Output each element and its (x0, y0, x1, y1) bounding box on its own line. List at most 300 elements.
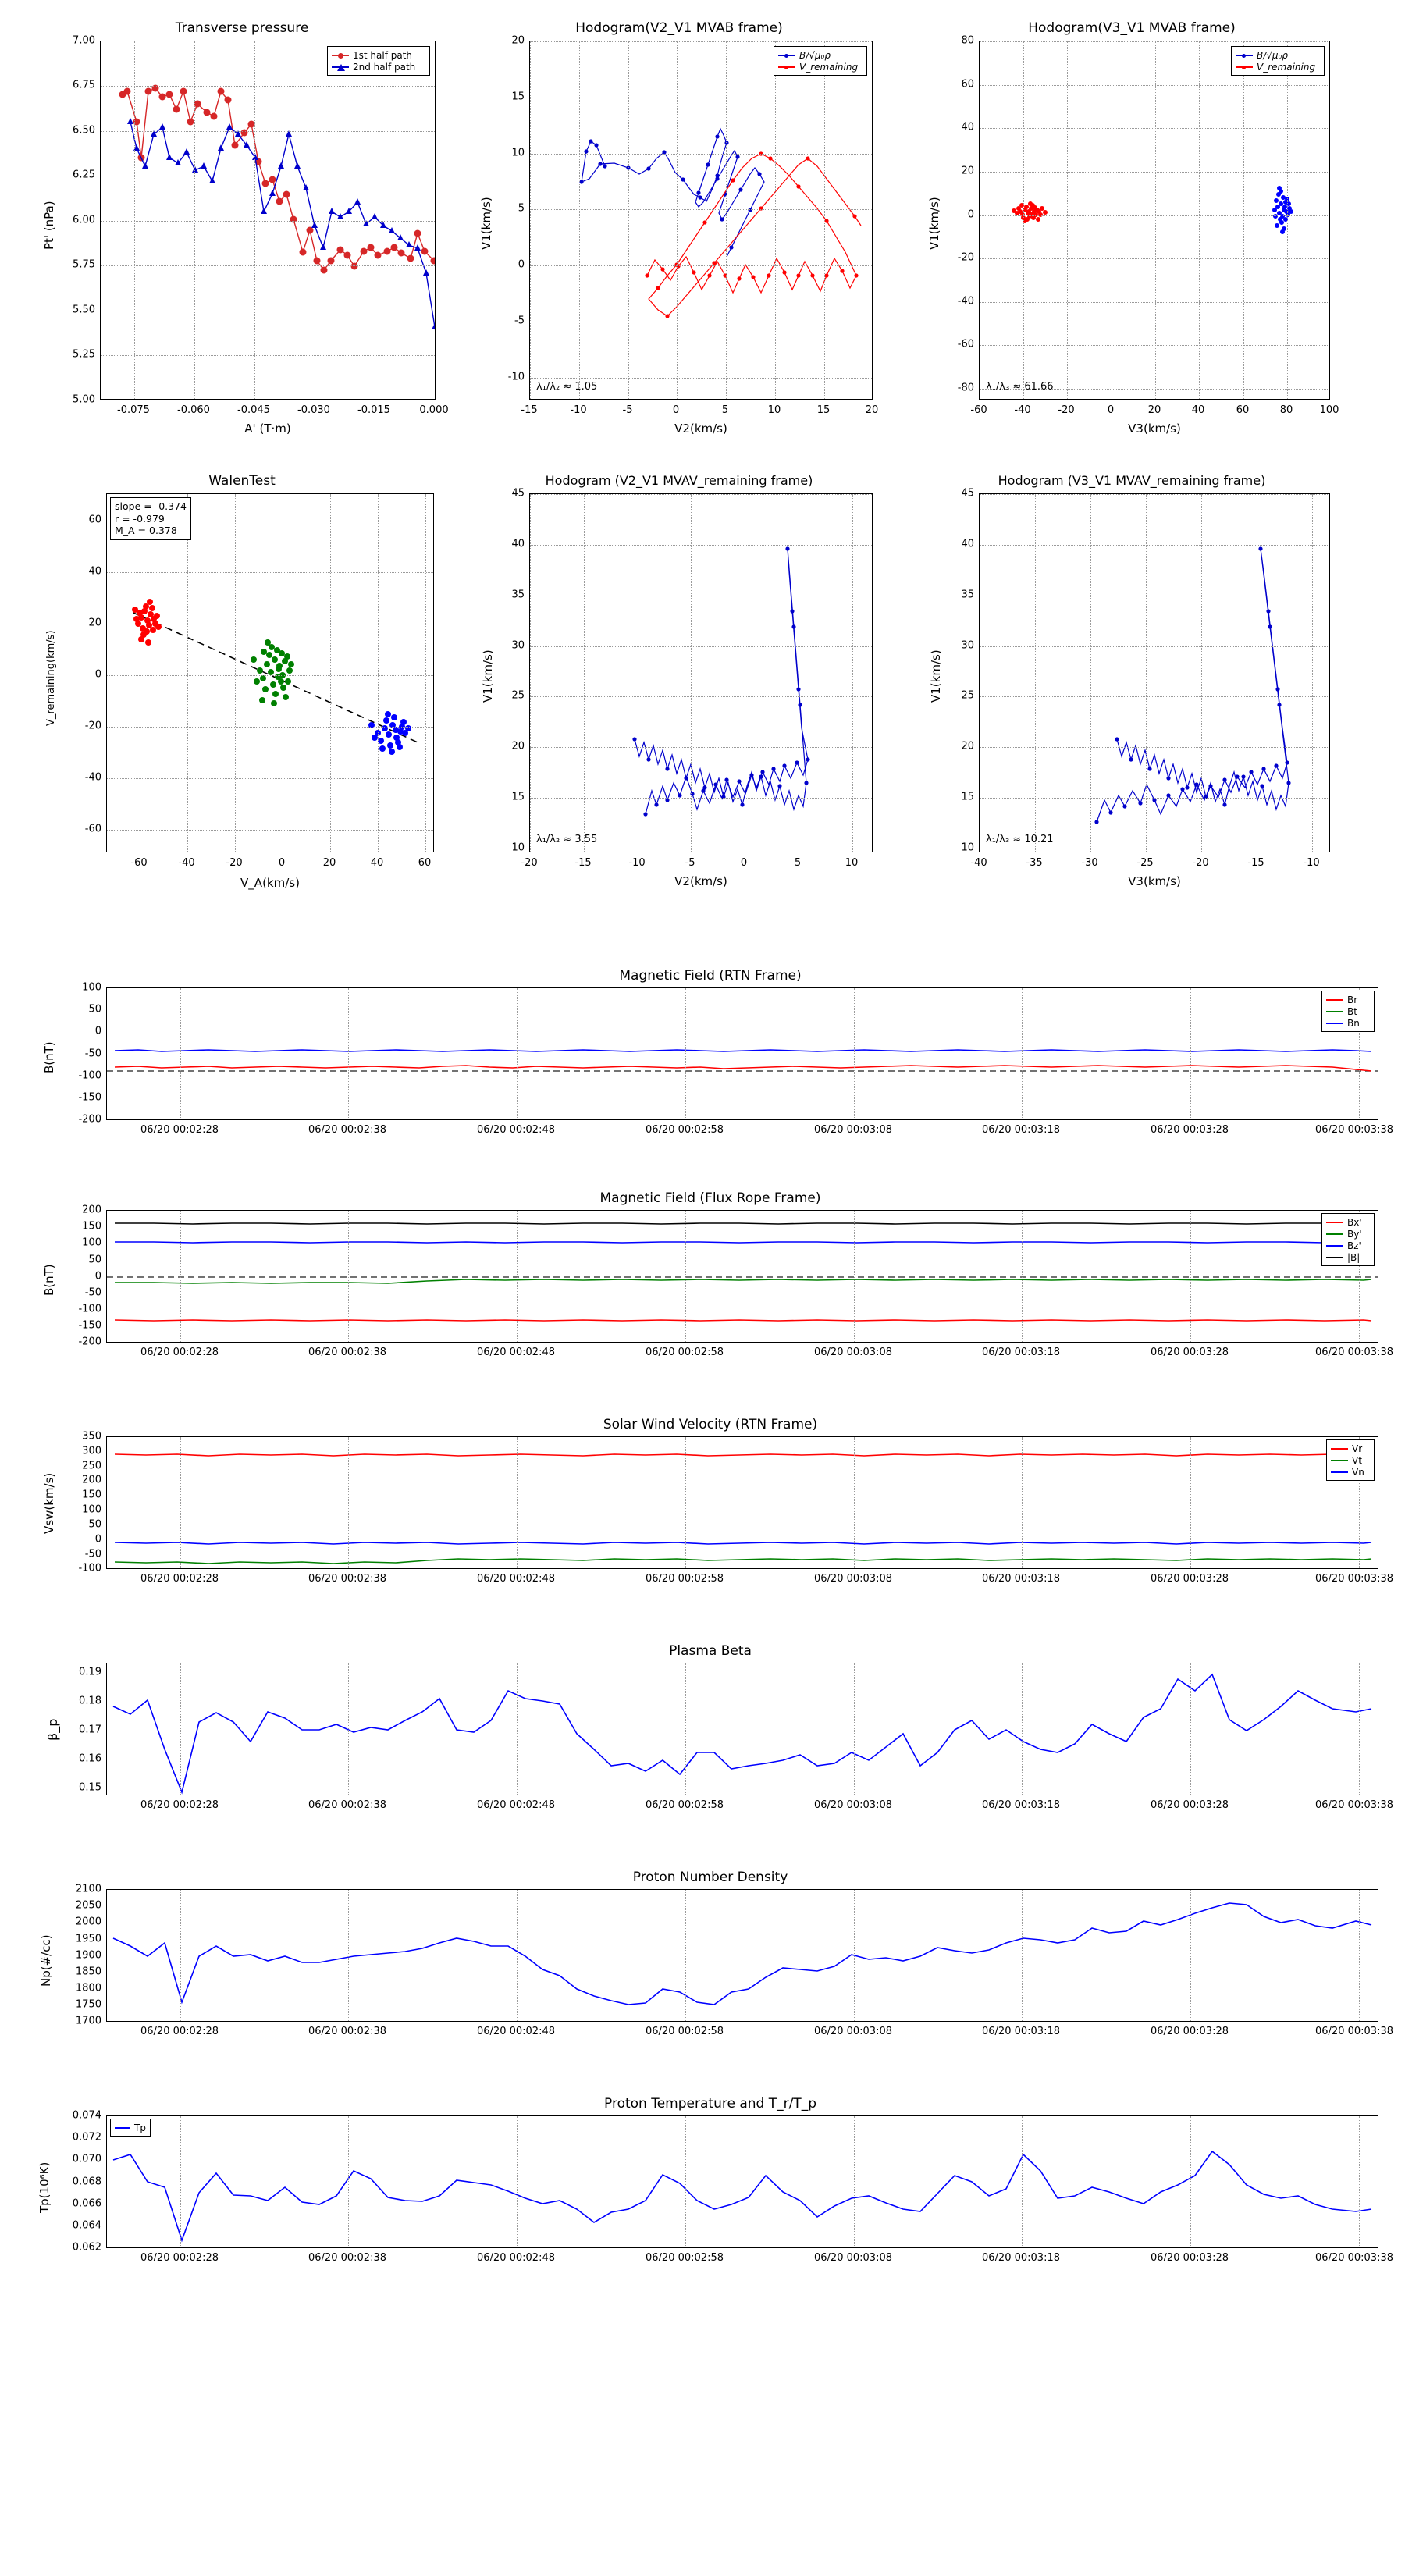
y-tick: 10 (961, 841, 974, 854)
x-tick: 06/20 00:02:58 (646, 1799, 724, 1811)
x-tick: 40 (370, 857, 384, 869)
walen-slope: slope = -0.374 (115, 500, 187, 512)
legend-label: Bx' (1347, 1216, 1362, 1228)
y-tick: 2050 (75, 1899, 101, 1912)
y-axis-label: Np(#/cc) (39, 1934, 53, 1987)
y-tick: 100 (82, 981, 101, 994)
y-tick: 0.19 (79, 1666, 101, 1678)
x-tick: -10 (1303, 857, 1320, 869)
y-tick: -10 (507, 371, 525, 383)
legend-swatch-bmag (1326, 1257, 1343, 1258)
legend-hodogram-v3v1-mvab (1231, 46, 1325, 76)
x-tick: -10 (570, 404, 587, 416)
x-tick: -40 (1014, 404, 1031, 416)
x-tick: 06/20 00:02:58 (646, 1124, 724, 1136)
y-tick: 0 (94, 1533, 101, 1546)
y-tick: -5 (514, 315, 525, 327)
y-tick: 5 (518, 202, 525, 215)
panel-transverse-pressure (31, 16, 453, 436)
plot-area (106, 1210, 1378, 1343)
x-tick: 06/20 00:02:58 (646, 1573, 724, 1585)
plot-area (106, 1663, 1378, 1795)
legend-label: Bn (1347, 1017, 1360, 1029)
x-tick: 06/20 00:03:38 (1315, 1347, 1393, 1358)
panel-title: Proton Temperature and T_r/T_p (604, 2096, 816, 2112)
legend-item (1326, 1216, 1370, 1228)
y-tick: -200 (78, 1336, 101, 1348)
y-tick: 0 (94, 668, 101, 681)
legend-swatch-b (778, 55, 795, 56)
legend-b-fluxrope (1321, 1213, 1375, 1266)
x-tick: 10 (767, 404, 781, 416)
y-tick: 15 (511, 791, 525, 803)
x-tick: 06/20 00:02:28 (140, 2026, 219, 2037)
panel-solar-wind-velocity (31, 1417, 1393, 1612)
x-tick: 06/20 00:02:38 (308, 1124, 386, 1136)
y-axis-label: Vsw(km/s) (42, 1472, 56, 1534)
plot-area (529, 41, 873, 400)
legend-item (1236, 61, 1320, 73)
panel-title: Transverse pressure (175, 20, 309, 36)
y-axis-label: Pt' (nPa) (42, 201, 56, 250)
y-tick: 40 (511, 538, 525, 550)
x-tick: -10 (628, 857, 646, 869)
y-tick: -100 (78, 1069, 101, 1082)
x-tick: 06/20 00:02:48 (477, 1573, 555, 1585)
y-tick: 150 (82, 1220, 101, 1233)
x-tick: 06/20 00:02:38 (308, 2252, 386, 2264)
y-tick: 10 (511, 147, 525, 159)
x-tick: 60 (418, 857, 432, 869)
y-tick: 0 (518, 258, 525, 271)
x-tick: 06/20 00:03:28 (1151, 1347, 1229, 1358)
legend-swatch-vn (1331, 1471, 1348, 1473)
legend-label: Br (1347, 994, 1358, 1005)
legend-swatch-vremaining (1236, 66, 1253, 68)
legend-swatch-bx (1326, 1222, 1343, 1223)
y-tick: -40 (957, 295, 974, 308)
x-tick: -0.015 (357, 404, 390, 416)
x-tick: 06/20 00:03:18 (982, 2026, 1060, 2037)
y-tick: 35 (961, 589, 974, 601)
y-tick: 150 (82, 1489, 101, 1501)
y-tick: 35 (511, 589, 525, 601)
legend-swatch-by (1326, 1233, 1343, 1235)
x-tick: 06/20 00:03:38 (1315, 1799, 1393, 1811)
y-tick: 60 (961, 78, 974, 91)
x-tick: -20 (521, 857, 538, 869)
x-tick: -30 (1081, 857, 1098, 869)
legend-item (1326, 1228, 1370, 1240)
y-tick: -20 (84, 720, 101, 732)
panel-title: Hodogram(V3_V1 MVAB frame) (1028, 20, 1236, 36)
x-tick: -20 (1192, 857, 1209, 869)
x-tick: 20 (322, 857, 336, 869)
legend-swatch-bn (1326, 1023, 1343, 1024)
y-tick: 0.070 (72, 2153, 101, 2165)
legend-label: 1st half path (353, 49, 413, 61)
legend-swatch-tp (115, 2127, 130, 2129)
x-tick: 10 (845, 857, 859, 869)
legend-swatch-1st-half (332, 55, 349, 56)
legend-item (778, 61, 863, 73)
plot-area (106, 493, 434, 852)
legend-vsw (1326, 1439, 1375, 1481)
x-tick: -15 (1247, 857, 1264, 869)
x-tick: 06/20 00:02:28 (140, 2252, 219, 2264)
series-np (107, 1890, 1378, 2022)
x-tick: 06/20 00:02:28 (140, 1799, 219, 1811)
panel-hodogram-v3v1-mvav (913, 468, 1350, 890)
x-tick: -0.045 (237, 404, 270, 416)
y-tick: 40 (88, 565, 101, 578)
y-tick: 250 (82, 1460, 101, 1472)
x-tick: -40 (178, 857, 195, 869)
y-tick: 1950 (75, 1933, 101, 1945)
x-tick: 06/20 00:02:38 (308, 1347, 386, 1358)
x-tick: 06/20 00:03:28 (1151, 1573, 1229, 1585)
panel-plasma-beta (31, 1643, 1393, 1838)
eigenvalue-ratio-annotation: λ₁/λ₃ ≈ 61.66 (986, 381, 1054, 393)
y-tick: 30 (961, 639, 974, 652)
y-tick: 200 (82, 1204, 101, 1216)
series-b-fluxrope (107, 1211, 1378, 1343)
x-tick: -5 (685, 857, 695, 869)
legend-label: Bz' (1347, 1240, 1361, 1251)
legend-item (1331, 1443, 1370, 1454)
legend-swatch-2nd-half (332, 66, 349, 68)
x-tick: 06/20 00:03:28 (1151, 1799, 1229, 1811)
y-tick: 2000 (75, 1916, 101, 1928)
panel-hodogram-v2v1-mvab (468, 16, 890, 436)
y-tick: 50 (88, 1518, 101, 1531)
y-tick: 0.074 (72, 2109, 101, 2122)
x-tick: 5 (721, 404, 729, 416)
legend-label: B/√μ₀ρ (799, 49, 831, 61)
x-tick: 06/20 00:03:38 (1315, 2026, 1393, 2037)
y-tick: 20 (511, 740, 525, 753)
x-tick: 5 (794, 857, 802, 869)
x-axis-label: V2(km/s) (674, 422, 727, 436)
x-axis-label: A' (T·m) (244, 422, 291, 436)
y-tick: -60 (957, 338, 974, 350)
x-tick: 15 (816, 404, 831, 416)
legend-label: Vt (1352, 1454, 1362, 1466)
legend-item (1331, 1454, 1370, 1466)
legend-label: Tp (134, 2122, 146, 2133)
y-tick: 25 (961, 689, 974, 702)
y-tick: -100 (78, 1303, 101, 1315)
legend-label: V_remaining (799, 61, 859, 73)
panel-title: Plasma Beta (669, 1643, 752, 1659)
x-tick: 06/20 00:03:08 (814, 2252, 892, 2264)
y-tick: 1800 (75, 1982, 101, 1994)
plot-area (979, 493, 1330, 852)
y-tick: 5.75 (73, 258, 95, 271)
legend-swatch-vremaining (778, 66, 795, 68)
series-b-rtn (107, 988, 1378, 1120)
y-tick: 100 (82, 1236, 101, 1249)
panel-walen-test (31, 468, 453, 890)
y-tick: 20 (961, 165, 974, 177)
y-tick: 15 (961, 791, 974, 803)
x-tick: 06/20 00:02:58 (646, 1347, 724, 1358)
x-tick: 06/20 00:03:28 (1151, 2026, 1229, 2037)
x-tick: 06/20 00:03:18 (982, 2252, 1060, 2264)
x-tick: 80 (1279, 404, 1293, 416)
panel-hodogram-v2v1-mvav (468, 468, 890, 890)
x-tick: -20 (226, 857, 243, 869)
y-tick: 30 (511, 639, 525, 652)
y-tick: 1750 (75, 1998, 101, 2011)
x-tick: -5 (622, 404, 633, 416)
legend-item (1326, 1017, 1370, 1029)
y-tick: 100 (82, 1503, 101, 1516)
y-tick: 40 (961, 538, 974, 550)
plot-area (106, 1889, 1378, 2022)
y-tick: 0.062 (72, 2241, 101, 2254)
panel-magnetic-field-flux-rope (31, 1190, 1393, 1386)
x-axis-label: V3(km/s) (1128, 422, 1181, 436)
x-tick: 06/20 00:02:48 (477, 1799, 555, 1811)
y-tick: -50 (84, 1048, 101, 1060)
x-tick: 20 (1147, 404, 1161, 416)
x-tick: 06/20 00:02:38 (308, 2026, 386, 2037)
series-tp (107, 2116, 1378, 2248)
series-hodogram (530, 41, 873, 400)
y-axis-label: V1(km/s) (481, 649, 495, 703)
x-tick: 06/20 00:02:48 (477, 1347, 555, 1358)
x-tick: 06/20 00:03:08 (814, 1799, 892, 1811)
x-tick: 06/20 00:03:38 (1315, 1573, 1393, 1585)
x-tick: 06/20 00:02:48 (477, 1124, 555, 1136)
y-tick: 20 (511, 34, 525, 47)
legend-item (1326, 1240, 1370, 1251)
x-tick: 06/20 00:02:38 (308, 1573, 386, 1585)
y-tick: 20 (88, 617, 101, 629)
legend-item (1331, 1466, 1370, 1478)
eigenvalue-ratio-annotation: λ₁/λ₂ ≈ 3.55 (536, 834, 598, 845)
x-tick: -35 (1026, 857, 1043, 869)
x-axis-label: V3(km/s) (1128, 874, 1181, 888)
x-tick: -15 (521, 404, 538, 416)
legend-label: Vr (1352, 1443, 1363, 1454)
legend-item (332, 61, 425, 73)
panel-proton-number-density (31, 1870, 1393, 2065)
y-tick: 10 (511, 841, 525, 854)
y-tick: 0.064 (72, 2219, 101, 2232)
panel-title: Hodogram (V3_V1 MVAV_remaining frame) (998, 473, 1266, 488)
plot-area (106, 2115, 1378, 2248)
legend-item (1326, 994, 1370, 1005)
x-tick: 0 (1107, 404, 1115, 416)
eigenvalue-ratio-annotation: λ₁/λ₂ ≈ 1.05 (536, 381, 598, 393)
plot-area (100, 41, 436, 400)
legend-swatch-vr (1331, 1448, 1348, 1450)
panel-magnetic-field-rtn (31, 968, 1393, 1163)
panel-title: Magnetic Field (Flux Rope Frame) (599, 1190, 821, 1206)
y-axis-label: V1(km/s) (479, 197, 493, 250)
y-tick: 1850 (75, 1966, 101, 1978)
x-tick: 06/20 00:03:18 (982, 1799, 1060, 1811)
x-tick: 40 (1191, 404, 1205, 416)
panel-title: WalenTest (208, 473, 276, 489)
y-tick: 5.50 (73, 304, 95, 316)
legend-label: |B| (1347, 1251, 1361, 1263)
plot-area (106, 1436, 1378, 1569)
x-tick: 06/20 00:03:18 (982, 1347, 1060, 1358)
y-tick: 2100 (75, 1883, 101, 1895)
y-tick: 80 (961, 34, 974, 47)
y-tick: -80 (957, 382, 974, 394)
x-tick: 0.000 (419, 404, 449, 416)
x-tick: 06/20 00:02:58 (646, 2026, 724, 2037)
y-tick: -200 (78, 1113, 101, 1126)
legend-item (1236, 49, 1320, 61)
legend-swatch-b (1236, 55, 1253, 56)
y-tick: 6.25 (73, 169, 95, 181)
y-axis-label: B(nT) (42, 1041, 56, 1073)
legend-item (1326, 1251, 1370, 1263)
plot-area (979, 41, 1330, 400)
y-axis-label: V1(km/s) (929, 649, 943, 703)
y-tick: 45 (961, 487, 974, 500)
x-tick: 100 (1319, 404, 1339, 416)
legend-label: V_remaining (1257, 61, 1316, 73)
y-tick: 1700 (75, 2015, 101, 2027)
legend-item (332, 49, 425, 61)
x-tick: 0 (278, 857, 286, 869)
series-walen (107, 494, 434, 852)
y-tick: 5.00 (73, 393, 95, 406)
x-tick: 06/20 00:03:08 (814, 1347, 892, 1358)
y-tick: 45 (511, 487, 525, 500)
y-tick: 300 (82, 1445, 101, 1457)
x-tick: -60 (970, 404, 987, 416)
y-tick: 0.18 (79, 1695, 101, 1707)
x-tick: 06/20 00:03:08 (814, 1124, 892, 1136)
panel-title: Proton Number Density (632, 1870, 788, 1885)
legend-tp (110, 2119, 151, 2137)
legend-label: Vn (1352, 1466, 1364, 1478)
x-tick: 06/20 00:03:18 (982, 1124, 1060, 1136)
y-tick: 6.00 (73, 214, 95, 226)
y-tick: 0.16 (79, 1752, 101, 1765)
y-tick: 6.50 (73, 124, 95, 137)
x-tick: 06/20 00:03:08 (814, 2026, 892, 2037)
y-tick: 0 (94, 1270, 101, 1283)
x-tick: 60 (1236, 404, 1250, 416)
legend-label: By' (1347, 1228, 1362, 1240)
y-tick: 0.072 (72, 2131, 101, 2144)
y-tick: -50 (84, 1286, 101, 1299)
y-tick: 6.75 (73, 79, 95, 91)
legend-label: Bt (1347, 1005, 1357, 1017)
x-tick: 06/20 00:03:18 (982, 1573, 1060, 1585)
x-tick: 0 (740, 857, 748, 869)
legend-item (1326, 1005, 1370, 1017)
y-tick: 350 (82, 1430, 101, 1443)
legend-label: 2nd half path (353, 61, 416, 73)
x-tick: -0.060 (177, 404, 210, 416)
x-tick: 06/20 00:03:28 (1151, 1124, 1229, 1136)
y-tick: 40 (961, 121, 974, 133)
panel-title: Solar Wind Velocity (RTN Frame) (603, 1417, 818, 1432)
y-tick: 5.25 (73, 348, 95, 361)
y-tick: 0 (967, 208, 974, 221)
legend-label: B/√μ₀ρ (1257, 49, 1288, 61)
y-tick: 7.00 (73, 34, 95, 47)
panel-hodogram-v3v1-mvab (913, 16, 1350, 436)
y-tick: 0.17 (79, 1724, 101, 1736)
panel-title: Magnetic Field (RTN Frame) (619, 968, 802, 984)
y-axis-label: Tp(10⁶K) (37, 2161, 52, 2213)
x-tick: 06/20 00:03:08 (814, 1573, 892, 1585)
y-tick: -100 (78, 1562, 101, 1574)
x-tick: 0 (672, 404, 680, 416)
x-tick: -0.030 (297, 404, 330, 416)
x-tick: -0.075 (117, 404, 150, 416)
y-axis-label: V1(km/s) (927, 197, 941, 250)
legend-item (115, 2122, 146, 2133)
y-tick: 60 (88, 514, 101, 526)
y-tick: -40 (84, 771, 101, 784)
panel-title: Hodogram (V2_V1 MVAV_remaining frame) (545, 473, 813, 488)
x-tick: -25 (1136, 857, 1154, 869)
y-tick: 50 (88, 1254, 101, 1266)
y-tick: -150 (78, 1319, 101, 1332)
x-tick: 06/20 00:02:48 (477, 2026, 555, 2037)
y-tick: 0.066 (72, 2197, 101, 2210)
x-tick: 06/20 00:02:38 (308, 1799, 386, 1811)
legend-hodogram-v2v1-mvab (774, 46, 867, 76)
legend-swatch-bz (1326, 1245, 1343, 1247)
x-tick: 06/20 00:02:28 (140, 1347, 219, 1358)
y-tick: -20 (957, 251, 974, 264)
x-tick: -40 (970, 857, 987, 869)
x-tick: 06/20 00:02:28 (140, 1573, 219, 1585)
panel-title: Hodogram(V2_V1 MVAB frame) (575, 20, 783, 36)
x-tick: 06/20 00:03:38 (1315, 2252, 1393, 2264)
x-tick: -20 (1058, 404, 1075, 416)
y-tick: -150 (78, 1091, 101, 1104)
y-tick: 20 (961, 740, 974, 753)
walen-r: r = -0.979 (115, 512, 165, 525)
x-tick: 06/20 00:02:28 (140, 1124, 219, 1136)
y-axis-label: B(nT) (42, 1264, 56, 1296)
panel-proton-temperature (31, 2096, 1393, 2291)
walen-stats-box (110, 497, 191, 540)
legend-swatch-vt (1331, 1460, 1348, 1461)
y-tick: 200 (82, 1474, 101, 1486)
plot-area (106, 987, 1378, 1120)
y-tick: 50 (88, 1003, 101, 1016)
plot-area (529, 493, 873, 852)
legend-b-rtn (1321, 991, 1375, 1032)
x-tick: 20 (865, 404, 879, 416)
legend-swatch-bt (1326, 1011, 1343, 1012)
x-tick: 06/20 00:02:48 (477, 2252, 555, 2264)
x-tick: -15 (574, 857, 592, 869)
x-axis-label: V_A(km/s) (240, 876, 300, 890)
y-tick: 0.15 (79, 1781, 101, 1794)
x-axis-label: V2(km/s) (674, 874, 727, 888)
legend-item (778, 49, 863, 61)
x-tick: 06/20 00:02:58 (646, 2252, 724, 2264)
x-tick: 06/20 00:03:38 (1315, 1124, 1393, 1136)
x-tick: -60 (130, 857, 148, 869)
y-tick: -50 (84, 1548, 101, 1560)
